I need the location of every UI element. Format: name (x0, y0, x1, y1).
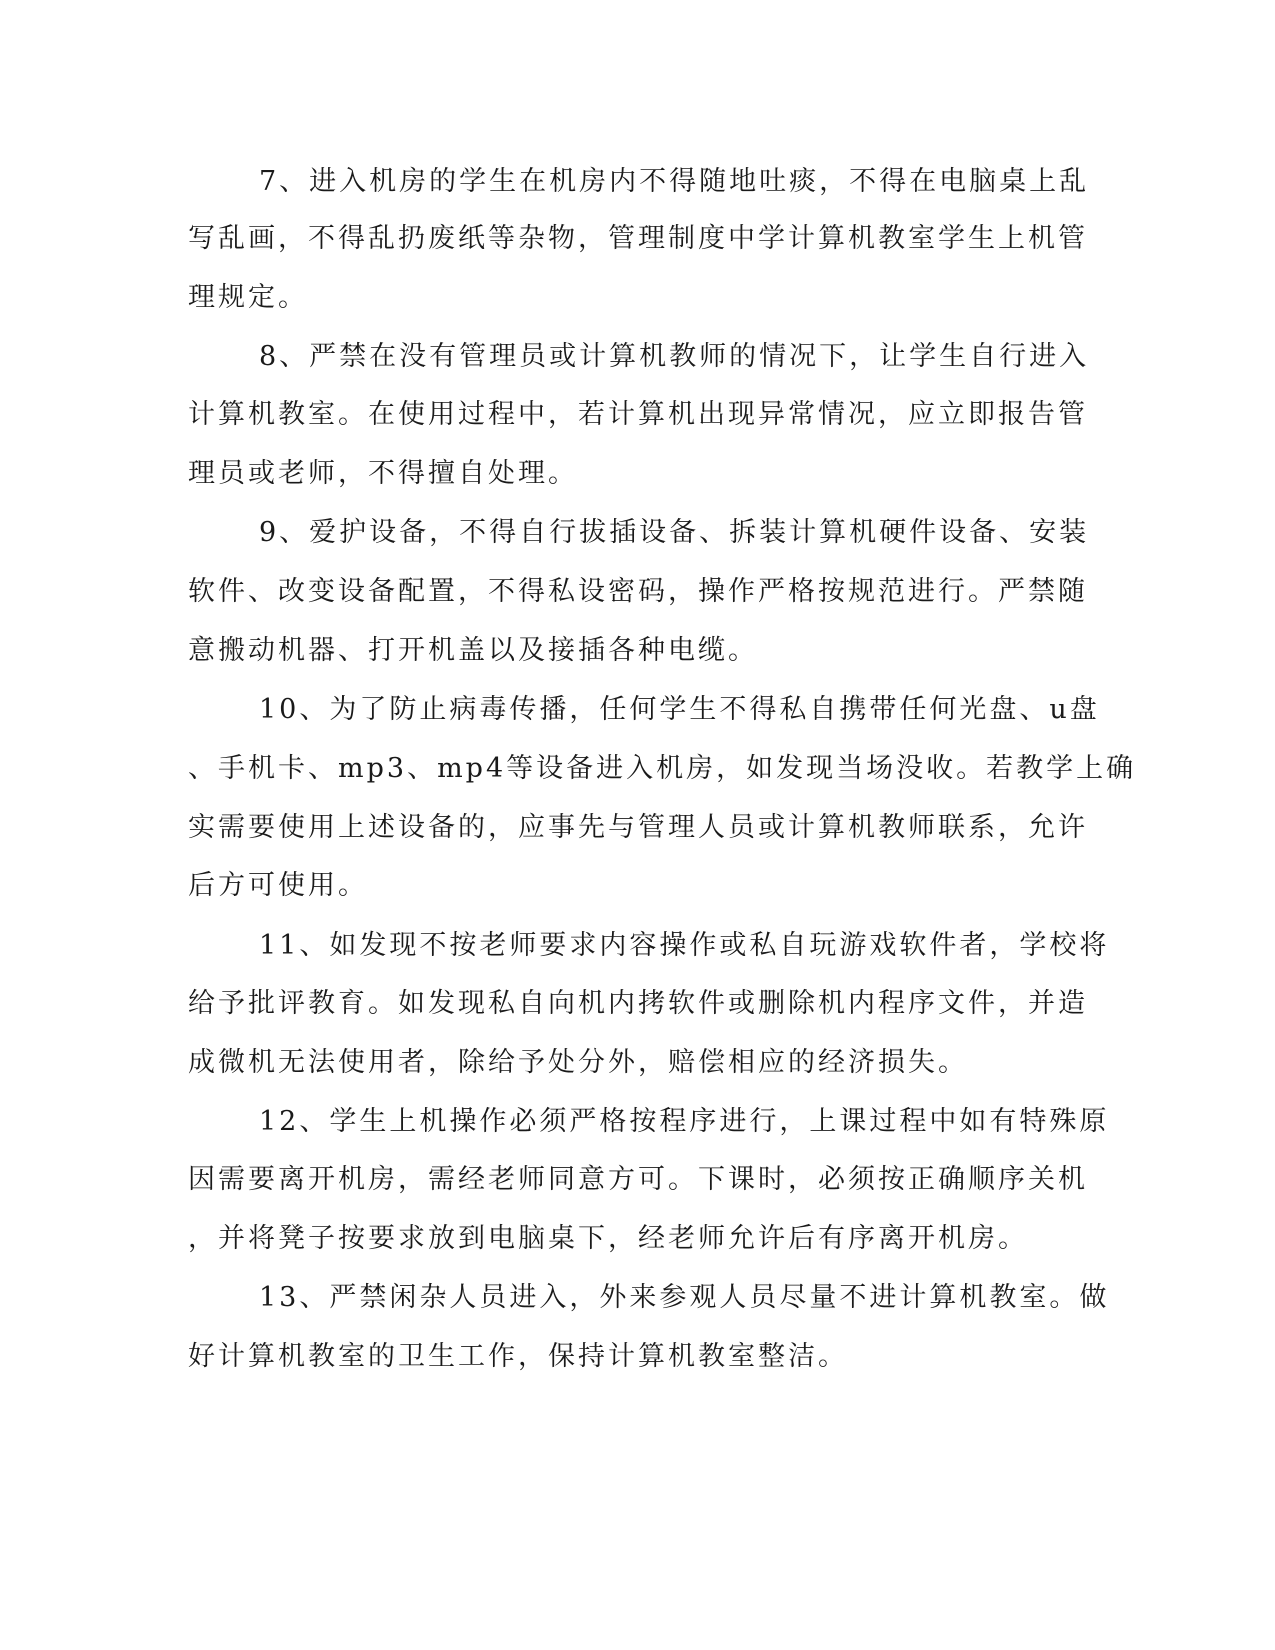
text-line: 计算机教室。在使用过程中，若计算机出现异常情况，应立即报告管 (188, 399, 1088, 430)
text-line: ，并将凳子按要求放到电脑桌下，经老师允许后有序离开机房。 (188, 1223, 1028, 1254)
text-line: 11、如发现不按老师要求内容操作或私自玩游戏软件者，学校将 (259, 930, 1110, 961)
text-line: 理员或老师，不得擅自处理。 (188, 458, 578, 489)
text-line: 理规定。 (188, 282, 308, 313)
text-line: 好计算机教室的卫生工作，保持计算机教室整洁。 (188, 1341, 848, 1372)
text-line: 13、严禁闲杂人员进入，外来参观人员尽量不进计算机教室。做 (259, 1282, 1110, 1313)
text-line: 实需要使用上述设备的，应事先与管理人员或计算机教师联系，允许 (188, 812, 1088, 843)
text-line: 9、爱护设备，不得自行拔插设备、拆装计算机硬件设备、安装 (259, 517, 1090, 548)
text-line: 软件、改变设备配置，不得私设密码，操作严格按规范进行。严禁随 (188, 576, 1088, 607)
text-line: 12、学生上机操作必须严格按程序进行，上课过程中如有特殊原 (259, 1106, 1110, 1137)
text-line: 后方可使用。 (188, 870, 368, 901)
text-line: 成微机无法使用者，除给予处分外，赔偿相应的经济损失。 (188, 1047, 968, 1078)
text-line: 给予批评教育。如发现私自向机内拷软件或删除机内程序文件，并造 (188, 988, 1088, 1019)
text-line: 、手机卡、mp3、mp4等设备进入机房，如发现当场没收。若教学上确 (188, 753, 1137, 784)
text-line: 7、进入机房的学生在机房内不得随地吐痰，不得在电脑桌上乱 (259, 166, 1090, 197)
text-line: 8、严禁在没有管理员或计算机教师的情况下，让学生自行进入 (259, 341, 1090, 372)
text-line: 意搬动机器、打开机盖以及接插各种电缆。 (188, 635, 758, 666)
text-line: 写乱画，不得乱扔废纸等杂物，管理制度中学计算机教室学生上机管 (188, 223, 1088, 254)
text-line: 10、为了防止病毒传播，任何学生不得私自携带任何光盘、u盘 (259, 694, 1100, 725)
text-line: 因需要离开机房，需经老师同意方可。下课时，必须按正确顺序关机 (188, 1164, 1088, 1195)
